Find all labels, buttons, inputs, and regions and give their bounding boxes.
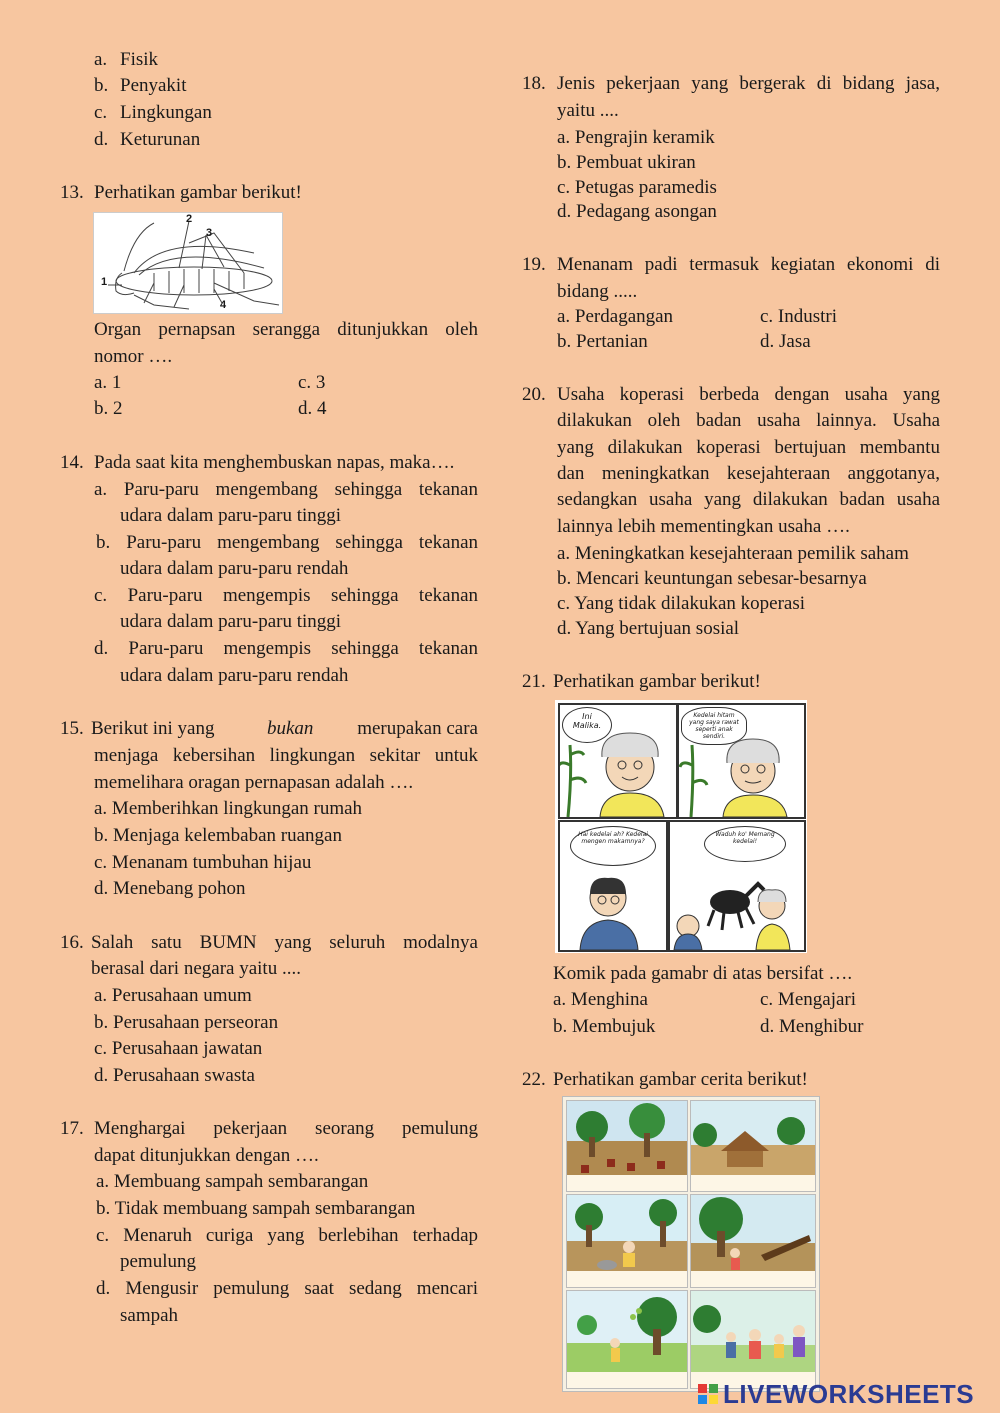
q16-number: 16. (60, 932, 84, 953)
q14-option-c-line1: c. Paru-paru mengempis sehingga tekanan (94, 585, 478, 606)
q16-option-d: d. Perusahaan swasta (94, 1065, 255, 1086)
q12-option-c-letter: c. (94, 102, 108, 123)
q13-option-d: d. 4 (298, 398, 327, 419)
q15-stem-line3: memelihara oragan pernapasan adalah …. (94, 772, 414, 793)
story-panel-5 (566, 1290, 688, 1389)
q14-number: 14. (60, 452, 84, 473)
q15-option-c: c. Menanam tumbuhan hijau (94, 852, 312, 873)
q13-option-c: c. 3 (298, 372, 326, 393)
q14-stem: Pada saat kita menghembuskan napas, maka…. (94, 452, 455, 473)
q12-option-c: Lingkungan (120, 102, 212, 123)
q19-stem-line2: bidang ..... (557, 281, 638, 302)
story-panel-4 (690, 1194, 816, 1288)
speech-bubble-1: Ini Malika. (562, 707, 612, 743)
comic-panel-1 (558, 703, 678, 819)
q17-stem-line1: Menghargai pekerjaan seorang pemulung (94, 1118, 478, 1139)
logo-text: LIVEWORKSHEETS (723, 1378, 975, 1409)
q12-option-b-letter: b. (94, 75, 109, 96)
q15-stem-line2: menjaga kebersihan lingkungan sekitar untuk (94, 745, 478, 766)
q16-stem-line2: berasal dari negara yaitu .... (91, 958, 301, 979)
q15-stem-emphasis (267, 717, 313, 741)
q21-option-d: d. Menghibur (760, 1016, 864, 1037)
q15-stem-pre: Berikut ini yang (91, 718, 215, 739)
q20-stem-line3: yang dilakukan koperasi bertujuan membantu (557, 437, 940, 458)
q20-stem-line2: dilakukan oleh badan usaha lainnya. Usaha (557, 410, 940, 431)
speech-bubble-4: Waduh ko' Memang kedelai! (704, 826, 786, 862)
q21-stem: Komik pada gamabr di atas bersifat …. (553, 963, 853, 984)
q13-stem-line2: nomor …. (94, 346, 173, 367)
q18-option-d: d. Pedagang asongan (557, 201, 717, 222)
q14-option-b-line1: b. Paru-paru mengembang sehingga tekanan (96, 532, 478, 553)
q20-stem-line5: sedangkan usaha yang dilakukan badan usaha (557, 489, 940, 510)
q13-number: 13. (60, 182, 84, 203)
q21-option-c: c. Mengajari (760, 989, 857, 1010)
q17-option-d-line2: sampah (120, 1305, 179, 1326)
q17-stem-line2: dapat ditunjukkan dengan …. (94, 1145, 319, 1166)
q17-option-b: b. Tidak membuang sampah sembarangan (96, 1198, 416, 1219)
q21-prompt: Perhatikan gambar berikut! (553, 671, 761, 692)
q20-number: 20. (522, 384, 546, 405)
comic-strip (555, 700, 807, 953)
q19-number: 19. (522, 254, 546, 275)
q15-option-d: d. Menebang pohon (94, 878, 246, 899)
q12-option-d: Keturunan (120, 129, 201, 150)
q15-stem-post: merupakan cara (357, 718, 478, 739)
q21-number: 21. (522, 671, 546, 692)
figure-label-2: 2 (186, 213, 193, 225)
q14-option-d-line2: udara dalam paru-paru rendah (120, 665, 349, 686)
q16-option-c: c. Perusahaan jawatan (94, 1038, 263, 1059)
q22-number: 22. (522, 1069, 546, 1090)
comic-panel-4 (668, 820, 806, 952)
q15-number: 15. (60, 718, 84, 739)
q20-option-d: d. Yang bertujuan sosial (557, 618, 740, 639)
q12-option-a: Fisik (120, 49, 159, 70)
q17-option-c-line1: c. Menaruh curiga yang berlebihan terhadap (96, 1225, 478, 1246)
q14-option-c-line2: udara dalam paru-paru tinggi (120, 611, 342, 632)
story-caption-3 (567, 1271, 687, 1287)
story-panel-6 (690, 1290, 816, 1389)
q12-option-b: Penyakit (120, 75, 187, 96)
q20-option-b: b. Mencari keuntungan sebesar-besarnya (557, 568, 867, 589)
story-picture-grid (562, 1096, 820, 1392)
q18-option-c: c. Petugas paramedis (557, 177, 717, 198)
q14-option-a-line1: a. Paru-paru mengembang sehingga tekanan (94, 479, 478, 500)
q18-option-b: b. Pembuat ukiran (557, 152, 696, 173)
q17-number: 17. (60, 1118, 84, 1139)
q17-option-d-line1: d. Mengusir pemulung saat sedang mencari (96, 1278, 478, 1299)
q19-stem-line1: Menanam padi termasuk kegiatan ekonomi di (557, 254, 940, 275)
speech-bubble-2: Kedelai hitam yang saya rawat seperti anak sendiri. (681, 707, 747, 745)
q19-option-a: a. Perdagangan (557, 306, 674, 327)
q21-option-b: b. Membujuk (553, 1016, 656, 1037)
q15-option-a: a. Memberihkan lingkungan rumah (94, 798, 363, 819)
q19-option-c: c. Industri (760, 306, 838, 327)
q14-option-b-line2: udara dalam paru-paru rendah (120, 558, 349, 579)
q16-option-b: b. Perusahaan perseoran (94, 1012, 279, 1033)
figure-label-3: 3 (206, 227, 213, 239)
q13-option-b: b. 2 (94, 398, 123, 419)
grasshopper-drawing (94, 213, 282, 313)
story-panel-2 (690, 1100, 816, 1192)
logo-icon (697, 1383, 721, 1405)
q15-option-b: b. Menjaga kelembaban ruangan (94, 825, 342, 846)
q15-stem-emphasis-text: bukan (267, 718, 314, 739)
q16-stem-line1: Salah satu BUMN yang seluruh modalnya (91, 932, 478, 953)
q18-stem-line1: Jenis pekerjaan yang bergerak di bidang jasa, (557, 73, 940, 94)
q19-option-b: b. Pertanian (557, 331, 648, 352)
q13-option-a: a. 1 (94, 372, 122, 393)
story-caption-5 (567, 1372, 687, 1388)
q12-option-d-letter: d. (94, 129, 109, 150)
q13-prompt: Perhatikan gambar berikut! (94, 182, 302, 203)
q14-option-d-line1: d. Paru-paru mengempis sehingga tekanan (94, 638, 478, 659)
q20-option-c: c. Yang tidak dilakukan koperasi (557, 593, 806, 614)
q14-option-a-line2: udara dalam paru-paru tinggi (120, 505, 342, 526)
comic-panel-2 (677, 703, 806, 819)
q20-option-a: a. Meningkatkan kesejahteraan pemilik saham (557, 543, 909, 564)
story-panel-1 (566, 1100, 688, 1192)
speech-bubble-3: Hai kedelai ah? Kedelai mengen makamnya? (570, 826, 656, 866)
q20-stem-line1: Usaha koperasi berbeda dengan usaha yang (557, 384, 940, 405)
figure-label-1: 1 (101, 276, 108, 288)
q12-option-a-letter: a. (94, 49, 108, 70)
story-caption-2 (691, 1175, 815, 1191)
q18-option-a: a. Pengrajin keramik (557, 127, 715, 148)
grasshopper-figure (93, 212, 283, 314)
liveworksheets-logo[interactable] (697, 1378, 974, 1410)
q18-stem-line2: yaitu .... (557, 100, 619, 121)
comic-panel-3 (558, 820, 668, 952)
q13-stem-line1: Organ pernapsan serangga ditunjukkan oleh (94, 319, 478, 340)
story-caption-4 (691, 1271, 815, 1287)
q18-number: 18. (522, 73, 546, 94)
figure-label-4: 4 (220, 299, 227, 311)
q16-option-a: a. Perusahaan umum (94, 985, 252, 1006)
q20-stem-line6: lainnya lebih mementingkan usaha …. (557, 516, 850, 537)
story-caption-1 (567, 1175, 687, 1191)
story-panel-3 (566, 1194, 688, 1288)
q17-option-c-line2: pemulung (120, 1251, 196, 1272)
q20-stem-line4: dan meningkatkan kesejahteraan anggotanya, (557, 463, 940, 484)
q22-prompt: Perhatikan gambar cerita berikut! (553, 1069, 808, 1090)
q17-option-a: a. Membuang sampah sembarangan (96, 1171, 369, 1192)
q19-option-d: d. Jasa (760, 331, 811, 352)
q21-option-a: a. Menghina (553, 989, 648, 1010)
